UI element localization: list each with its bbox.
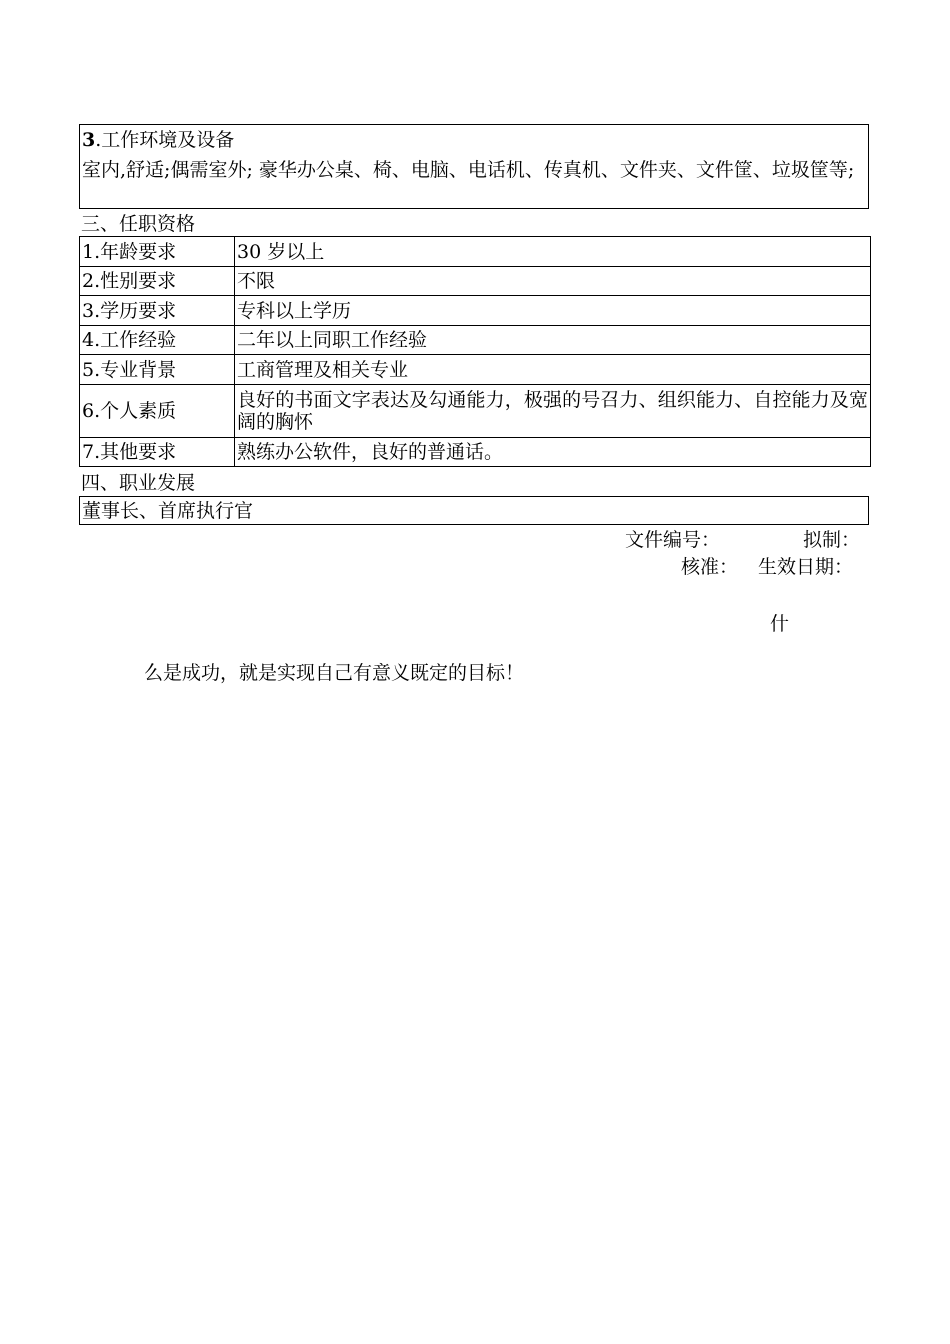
qualification-value: 良好的书面文字表达及勾通能力，极强的号召力、组织能力、自控能力及宽阔的胸怀 bbox=[235, 385, 871, 438]
work-environment-heading-text: .工作环境及设备 bbox=[95, 129, 235, 151]
quote-line-2: 么是成功，就是实现自己有意义既定的目标！ bbox=[144, 662, 525, 684]
qualification-label: 3.学历要求 bbox=[80, 296, 235, 326]
qualification-value: 工商管理及相关专业 bbox=[235, 355, 871, 385]
career-development-box bbox=[79, 496, 869, 525]
work-environment-heading-number: 3 bbox=[82, 129, 96, 151]
qualification-value: 二年以上同职工作经验 bbox=[235, 326, 871, 355]
quote-line-1: 什 bbox=[770, 613, 790, 635]
career-development-value: 董事长、首席执行官 bbox=[82, 500, 254, 522]
qualification-label: 1.年龄要求 bbox=[80, 237, 235, 267]
work-environment-box bbox=[79, 124, 869, 209]
qualification-label: 4.工作经验 bbox=[80, 326, 235, 355]
work-environment-description: 室内,舒适;偶需室外; 豪华办公桌、椅、电脑、电话机、传真机、文件夹、文件筐、垃圾筐等; bbox=[82, 159, 855, 181]
approved-by-label: 核准： bbox=[681, 556, 739, 578]
qualification-label: 6.个人素质 bbox=[80, 385, 235, 438]
qualifications-table bbox=[79, 236, 871, 467]
table-row bbox=[80, 385, 871, 438]
qualifications-section-title: 三、任职资格 bbox=[81, 213, 196, 235]
qualification-label: 5.专业背景 bbox=[80, 355, 235, 385]
table-row bbox=[80, 296, 871, 326]
file-number-label: 文件编号： bbox=[625, 529, 721, 551]
qualification-value: 熟练办公软件，良好的普通话。 bbox=[235, 438, 871, 467]
table-row bbox=[80, 438, 871, 467]
qualification-value: 30 岁以上 bbox=[235, 237, 871, 267]
career-section-title: 四、职业发展 bbox=[81, 472, 196, 494]
table-row bbox=[80, 237, 871, 267]
qualification-value: 专科以上学历 bbox=[235, 296, 871, 326]
table-row bbox=[80, 355, 871, 385]
qualification-value: 不限 bbox=[235, 267, 871, 296]
effective-date-label: 生效日期： bbox=[758, 556, 854, 578]
qualification-label: 2.性别要求 bbox=[80, 267, 235, 296]
qualification-label: 7.其他要求 bbox=[80, 438, 235, 467]
table-row bbox=[80, 326, 871, 355]
drafted-by-label: 拟制： bbox=[803, 529, 861, 551]
table-row bbox=[80, 267, 871, 296]
work-environment-heading bbox=[82, 129, 234, 151]
